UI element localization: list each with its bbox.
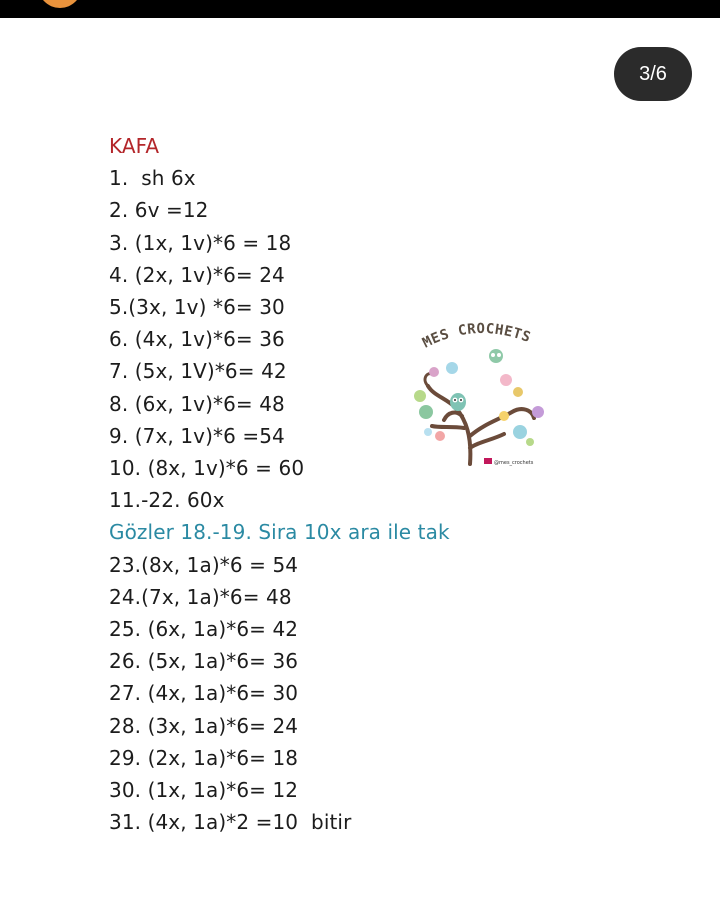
mes-crochets-logo: [400, 316, 560, 476]
pattern-row: 30. (1x, 1a)*6= 12: [109, 778, 299, 803]
page-indicator-badge: 3/6: [614, 47, 692, 101]
pattern-row: 8. (6x, 1v)*6= 48: [109, 391, 285, 416]
pattern-row: 2. 6v =12: [109, 198, 209, 223]
pattern-row: 6. (4x, 1v)*6= 36: [109, 327, 285, 352]
pattern-row: 31. (4x, 1a)*2 =10 bitir: [109, 810, 352, 835]
pattern-row: 1. sh 6x: [109, 166, 196, 191]
profile-avatar-edge: [38, 0, 82, 8]
pattern-row: 10. (8x, 1v)*6 = 60: [109, 456, 305, 481]
pattern-row: 5.(3x, 1v) *6= 30: [109, 295, 285, 320]
pattern-text: [109, 130, 529, 838]
owl-icon: [489, 349, 503, 363]
tree-logo-icon: [400, 316, 560, 476]
pattern-row: 23.(8x, 1a)*6 = 54: [109, 552, 299, 577]
svg-text:MES CROCHETS: [420, 321, 533, 352]
pattern-row: 26. (5x, 1a)*6= 36: [109, 649, 299, 674]
pattern-title: KAFA: [109, 134, 160, 158]
owl-icon: [450, 393, 466, 411]
top-bar: [0, 0, 720, 18]
logo-title: MES CROCHETS: [420, 320, 533, 352]
pattern-row: 25. (6x, 1a)*6= 42: [109, 617, 299, 642]
pattern-row: 27. (4x, 1a)*6= 30: [109, 681, 299, 706]
pattern-row: 3. (1x, 1v)*6 = 18: [109, 230, 292, 255]
pattern-row: 24.(7x, 1a)*6= 48: [109, 584, 292, 609]
eye-placement-note: Gözler 18.-19. Sira 10x ara ile tak: [109, 520, 450, 545]
logo-handle: @mes_crochets: [494, 460, 534, 466]
pattern-row: 9. (7x, 1v)*6 =54: [109, 423, 285, 448]
pattern-row: 29. (2x, 1a)*6= 18: [109, 745, 299, 770]
pattern-row: 28. (3x, 1a)*6= 24: [109, 713, 299, 738]
pattern-row: 11.-22. 60x: [109, 488, 225, 513]
pattern-row: 7. (5x, 1V)*6= 42: [109, 359, 287, 384]
pattern-row: 4. (2x, 1v)*6= 24: [109, 262, 285, 287]
